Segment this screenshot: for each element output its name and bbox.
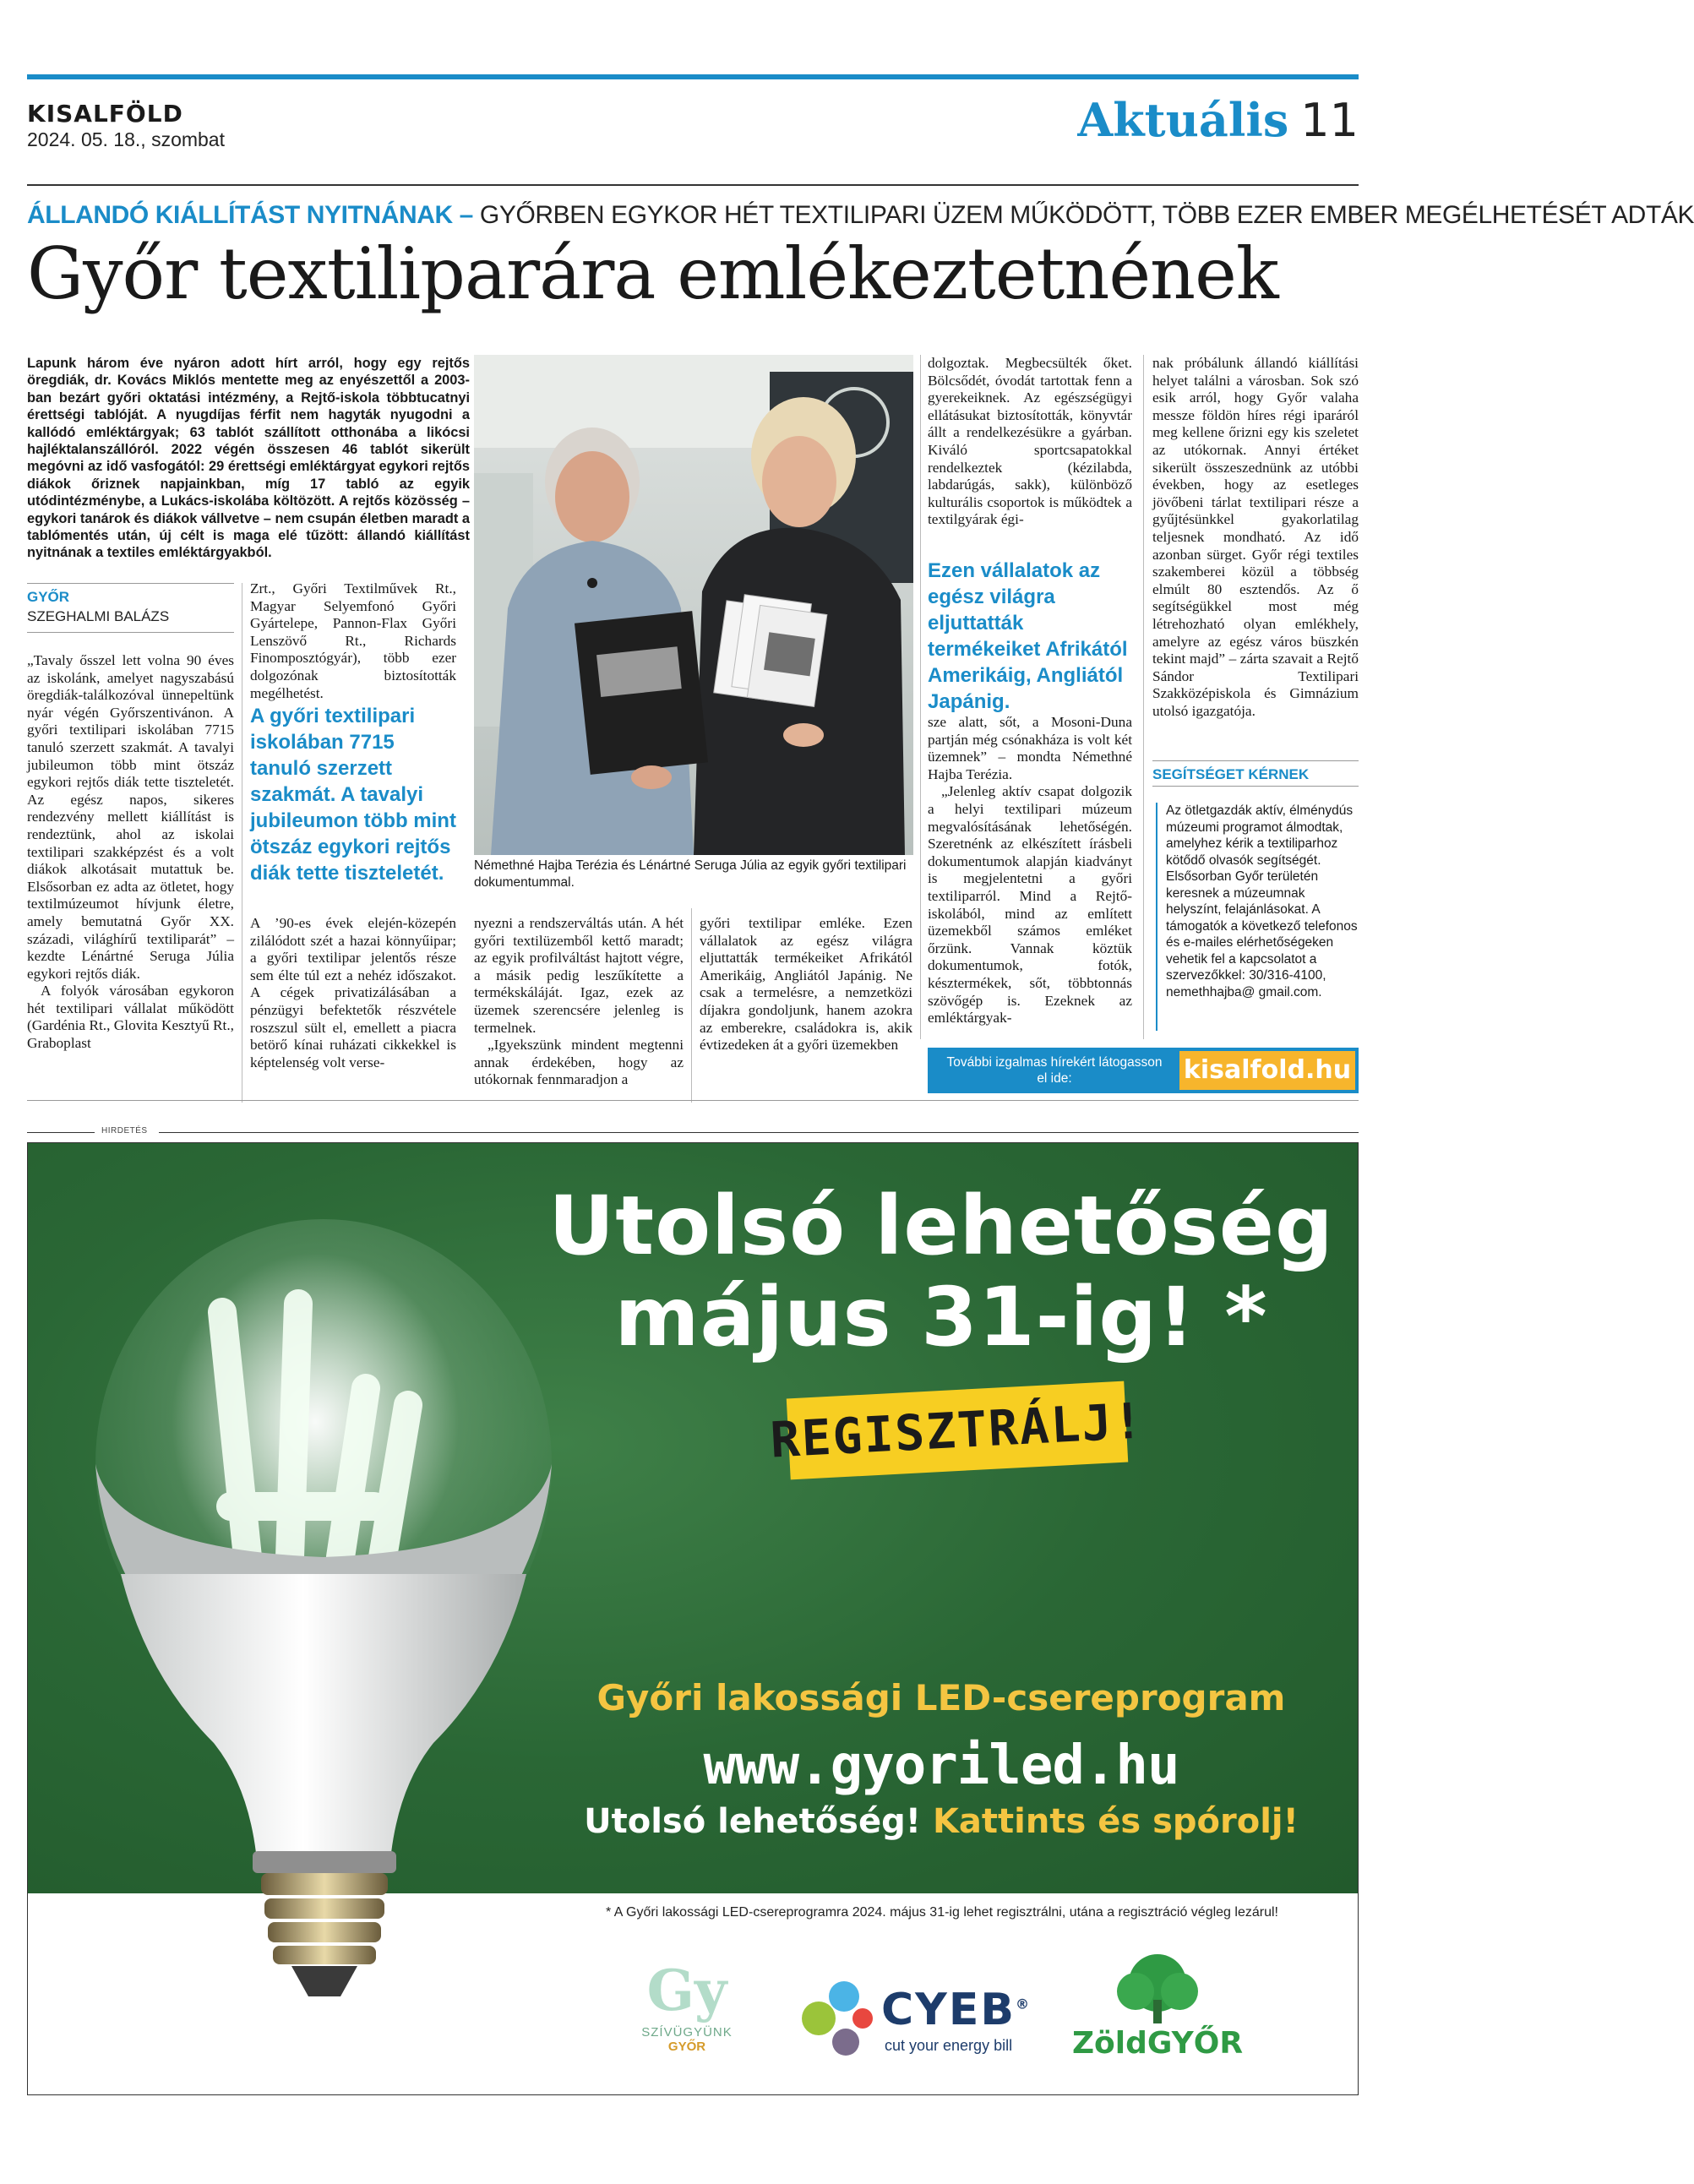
szivugyunk-gyor-logo (619, 1956, 754, 2083)
paragraph: „Tavaly ősszel lett volna 90 éves az iskolánk, amelyet nagyszabású öregdiák-találkozóval ünnepeltünk nyár végén Győrszentivánon. A győri textilipari iskolában 7715 tanuló szerzett szakmát. A tavalyi jubileumon több mint ötszáz egykori rejtős diák tette tiszteletét. Az egész napos, sikeres rendezvény mellett kiállítást is rendeztünk, ahol az iskolai textilipari szakképzést és a volt diákok alkotásait mutattuk be. Elsősorban ez adta az ötletet, hogy textilmúzeumot hívjunk életre, amely bemutatná Győr XX. századi, világhírű textiliparát” – kezdte Lénártné Seruga Júlia egykori rejtős diák. (27, 652, 234, 982)
promo-text: További izgalmas hírekért látogasson el ide: (946, 1055, 1163, 1086)
paragraph: „Igyekszünk mindent megtenni annak érdekében, hogy az utókornak fennmaradjon a (474, 1037, 684, 1088)
article-column-4 (700, 915, 912, 1054)
kicker-text: GYŐRBEN EGYKOR HÉT TEXTILIPARI ÜZEM MŰKÖDÖTT, TÖBB EZER EMBER MEGÉLHETÉSÉT ADTÁK (472, 201, 1694, 229)
register-button[interactable]: REGISZTRÁLJ! (787, 1381, 1128, 1480)
page-number: 11 (1300, 94, 1359, 147)
page-bottom-rule (27, 1100, 1359, 1101)
ad-tagline-yellow: Kattints és spórolj! (932, 1802, 1299, 1841)
article-column-5-continued (928, 714, 1132, 1027)
byline-rule-bottom (27, 632, 234, 633)
article-column-5 (928, 355, 1132, 529)
ad-label-rule (27, 1132, 95, 1133)
masthead: KISALFÖLD (27, 100, 183, 128)
cyeb-logo (785, 1969, 1038, 2062)
ad-tagline-white: Utolsó lehetőség! (584, 1802, 921, 1841)
top-accent-bar (27, 74, 1359, 79)
article-column-3 (474, 915, 684, 1089)
info-box-title: SEGÍTSÉGET KÉRNEK (1152, 766, 1310, 782)
article-lead: Lapunk három éve nyáron adott hírt arról, hogy egy rejtős öregdiák, dr. Kovács Miklós mentette meg az enyészettől a 2003-ban bezárt győri oktatási intézmény, a Rejtő-iskola többtucatnyi érettségi tablóját. A nyugdíjas férfit nem hagyták nyugodni a kallódó emléktárgyak; 63 tablót szállított otthonába a likócsi hajléktalanszállóról. 2022 végén összesen 46 tablót sikerült megóvni az idő vasfogától: 29 érettségi emléktárgyat egykori rejtős diákok őriznek napjainkban, míg 17 tabló az egyik utódintézménybe, a Lukács-iskolába költözött. A rejtős közösség – egykori tanárok és diákok vállvetve – nem csupán életben maradt a tablómentés után, új célt is maga elé tűzött: állandó kiállítást nyitnának a textiles emléktárgyakból. (27, 356, 470, 561)
advertisement[interactable] (27, 1142, 1359, 2095)
column-rule (1143, 355, 1144, 1039)
paragraph: nyezni a rendszerváltás után. A hét győri textilüzemből kettő maradt; az egyik profilváltást hajtott végre, a másik pedig leszűkítette a termékskáláját. Igaz, ezek az üzemek szerencsére jelenleg is termelnek. (474, 915, 684, 1036)
ad-label: HIRDETÉS (101, 1126, 148, 1136)
logo-text: SZÍVÜGYÜNK (641, 2025, 733, 2040)
ad-label-rule (159, 1132, 1359, 1133)
paragraph: A folyók városában egykoron hét textilipari vállalat működött (Gardénia Rt., Glovita Kesztyű Rt., Graboplast (27, 983, 234, 1052)
ad-headline (540, 1180, 1343, 1363)
ad-program-name: Győri lakossági LED-csereprogram (596, 1677, 1286, 1718)
promo-link[interactable]: kisalfold.hu (1179, 1051, 1355, 1090)
article-column-2 (250, 580, 456, 702)
photo-caption: Némethné Hajba Terézia és Lénártné Seruga Júlia az egyik győri textilipari dokumentummal. (474, 858, 907, 890)
zoldgyor-logo (1060, 1953, 1255, 2062)
article-column-1 (27, 652, 234, 1053)
kicker-topic: ÁLLANDÓ KIÁLLÍTÁST NYITNÁNAK – (27, 201, 473, 229)
logo-text: GYŐR (667, 2040, 706, 2054)
article-column-2-continued (250, 915, 456, 1071)
logo-monogram: Gy (646, 1958, 727, 2023)
ad-website-link[interactable]: www.gyoriled.hu (703, 1735, 1179, 1797)
info-box-line (1156, 803, 1157, 1031)
section-header (1077, 93, 1359, 147)
led-bulb-illustration (95, 1202, 569, 2081)
byline-author: SZEGHALMI BALÁZS (27, 608, 170, 624)
zoldgyor-wordmark: ZöldGYŐR (1071, 2026, 1244, 2061)
paragraph: nak próbálunk állandó kiállítási helyet találni a városban. Sok szó esik arról, hogy Győr valaha messze földön híres régi iparáról meg kellene őrizni egy kis szeletet az utókornak. Annyi értéket sikerült összeszednünk az utóbbi években, hogy az esetleges jövőbeni tárlat textilipari része a gyűjtésünkkel gyakorlatilag teljesnek mondható. Az idő azonban sürget. Győr régi textiles szakemberei közül a többség elmúlt 80 esztendős. Az ő segítségükkel most még létrehozható olyan emlékhely, amelyre az egész város büszkén tekint majd” – zárta szavait a Rejtő Sándor Textilipari Szakközépiskola és Gimnázium utolsó igazgatója. (1152, 355, 1359, 719)
box-rule (1152, 786, 1359, 787)
paragraph: Zrt., Győri Textilművek Rt., Magyar Selyemfonó Győri Gyártelepe, Pannon-Flax Győri Lenszövő Rt., Richards Finomposztógyár), több ezer dolgozónak biztosították megélhetést. (250, 580, 456, 701)
header-rule (27, 184, 1359, 186)
pull-quote: A győri textilipari iskolában 7715 tanuló szerzett szakmát. A tavalyi jubileumon több mint ötszáz egykori rejtős diák tette tiszteletét. (250, 705, 456, 885)
issue-date: 2024. 05. 18., szombat (27, 128, 225, 150)
registered-mark: ® (1015, 1996, 1031, 2012)
kicker (27, 201, 1694, 230)
ad-tagline (540, 1802, 1343, 1841)
paragraph: „Jelenleg aktív csapat dolgozik a helyi textilipari múzeum megvalósításának lehetőségén. Szeretnénk az elkészített írásbeli dokumentumok alapján kiadványt is megjelentetni a győri textiliparról. Mind a Rejtő-iskolából, mind az említett üzemekből számos emléket őrzünk. Vannak köztük dokumentumok, fotók, késztermékek, sőt, többtonnás szövőgép is. Ezeknek az emléktárgyak- (928, 783, 1132, 1027)
paragraph: győri textilipar emléke. Ezen vállalatok az egész világra eljuttatták termékeiket Afrikától Amerikáig, Angliától Japánig. Ne csak a termelésre, a nemzetközi díjakra gondoljunk, hanem azokra az emberekre, családokra is, akik évtizedeken át a győri üzemekben (700, 915, 912, 1054)
cyeb-wordmark: CYEB® (881, 1985, 1031, 2035)
ad-headline-line-1: Utolsó lehetőség (548, 1179, 1334, 1273)
column-rule (920, 355, 921, 1039)
article-column-6 (1152, 355, 1359, 720)
ad-footnote: * A Győri lakossági LED-csereprogramra 2024. május 31-ig lehet regisztrálni, utána a regisztráció végleg lezárul! (606, 1905, 1278, 1920)
info-box-text: Az ötletgazdák aktív, élménydús múzeumi programot álmodtak, amelyhez kérik a textiliparhoz kötődő olvasók segítségét. Elsősorban Győr területén keresnek a múzeumnak helyszínt, felajánlásokat. A támogatók a következő telefonos és e-mailes elérhetőségeken vehetik fel a kapcsolatot a szervezőkkel: 30/316-4100, nemethhajba@ gmail.com. (1166, 803, 1358, 999)
paragraph: dolgoztak. Megbecsülték őket. Bölcsődét, óvodát tartottak fenn a gyerekeiknek. Az egészségügyi ellátásukat biztosították, könyvtár állt a rendelkezésükre a gyárban. Kiváló sportcsapatokkal rendelkeztek (kézilabda, labdarúgás, sakk), különböző kulturális csoportok is működtek a textilgyárak égi- (928, 355, 1132, 528)
tree-icon (1107, 1953, 1208, 2023)
photo-illustration (474, 355, 913, 855)
pull-quote: Ezen vállalatok az egész világra eljuttatták termékeiket Afrikától Amerikáig, Angliától Japánig. (928, 559, 1128, 713)
cyeb-tagline: cut your energy bill (885, 2037, 1013, 2054)
article-photo (474, 355, 913, 855)
box-rule (1152, 760, 1359, 761)
paragraph: sze alatt, sőt, a Mosoni-Duna partján még csónakháza is volt két üzemnek” – mondta Némethné Hajba Terézia. (928, 714, 1132, 782)
column-rule (691, 908, 692, 1103)
headline: Győr textiliparára emlékeztetnének (27, 232, 1278, 315)
ad-headline-line-2: május 31-ig! * (614, 1270, 1268, 1364)
paragraph: A ’90-es évek elején-közepén zilálódott szét a hazai könnyűipar; a győri textilipar jelentős része sem élte túl ezt a nehéz időszakot. A cégek privatizálásában a pénzügyi befektetők részvétele roszszul sült el, emellett a piacra betörő kínai ruházati cikkekkel is képtelenség volt verse- (250, 915, 456, 1070)
byline-city: GYŐR (27, 589, 70, 605)
cyeb-drops-icon (785, 1969, 878, 2062)
byline-rule (27, 583, 234, 584)
section-name: Aktuális (1077, 93, 1289, 147)
